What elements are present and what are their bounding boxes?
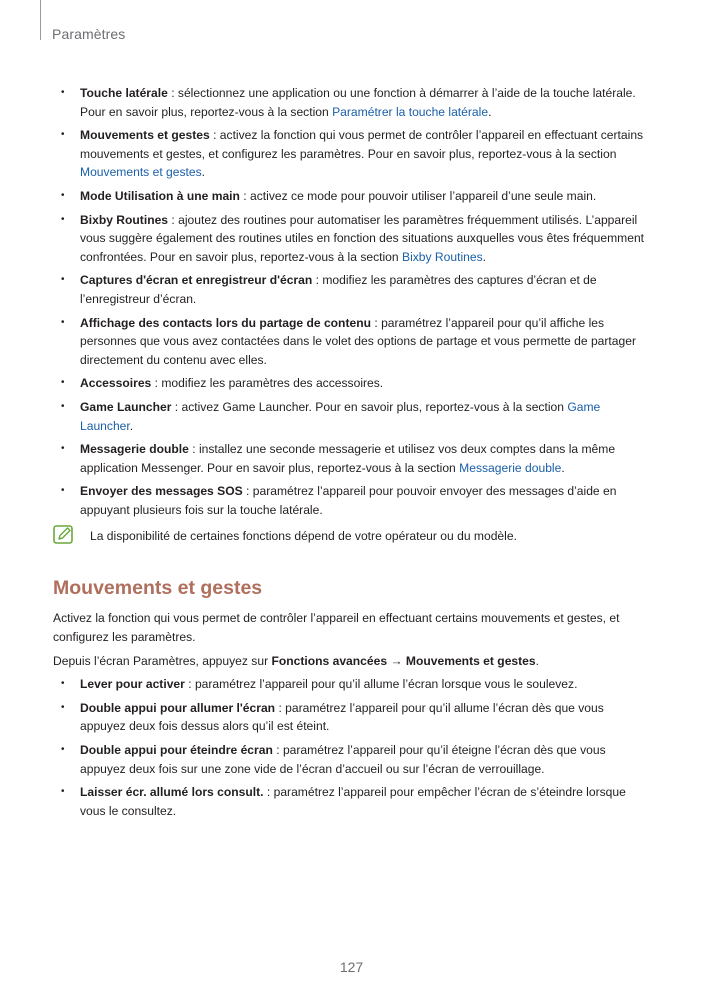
header-divider — [40, 0, 41, 40]
bullet-term: Bixby Routines — [80, 212, 169, 227]
bullet-text: : ajoutez des routines pour automatiser les paramètres fréquemment utilisés. L’appareil vous suggère également des routines utiles en fonction des situations auxquelles vous êtes fréquemment confrontées. Pour en savoir plus, reportez-vous à la section — [80, 212, 645, 264]
bullet-text: : modifiez les paramètres des captures d’écran et de l’enregistreur d’écran. — [80, 273, 597, 306]
bullet-term: Touche latérale — [80, 86, 168, 100]
link-bixby-routines[interactable]: Bixby Routines — [402, 249, 483, 264]
navigation-path — [53, 652, 648, 671]
bullet-text-end: . — [129, 418, 134, 433]
bullet-term: Double appui pour éteindre écran — [80, 743, 273, 758]
path-mouvements-et-gestes: Mouvements et gestes — [405, 653, 536, 668]
bullet-text: : sélectionnez une application ou une fonction à démarrer à l’aide de la touche latérale. Pour en savoir plus, reportez-vous à la section — [80, 86, 636, 119]
list-item-mode-une-main — [53, 187, 648, 206]
link-mouvements-et-gestes[interactable]: Mouvements et gestes — [80, 165, 202, 180]
bullet-text-end: . — [561, 460, 565, 475]
bullet-text-end: . — [488, 104, 492, 119]
bullet-term: Affichage des contacts lors du partage de contenu — [80, 315, 371, 330]
list-item-double-appui-eteindre — [53, 741, 648, 778]
section-intro: Activez la fonction qui vous permet de contrôler l’appareil en effectuant certains mouvements et gestes, et configurez les paramètres. — [53, 611, 620, 645]
bullet-text: : paramétrez l’appareil pour qu’il allume l’écran dès que vous appuyez deux fois dessus alors qu’il est éteint. — [80, 700, 604, 734]
bullet-term: Envoyer des messages SOS — [80, 484, 243, 499]
list-item-touche-laterale — [53, 84, 648, 121]
bullet-text: : paramétrez l’appareil pour pouvoir envoyer des messages d’aide en appuyant plusieurs fois sur la touche latérale. — [80, 484, 617, 517]
page-content — [53, 84, 648, 825]
bullet-term: Game Launcher — [80, 399, 172, 414]
bullet-term: Laisser écr. allumé lors consult. — [80, 785, 264, 800]
bullet-text: : paramétrez l’appareil pour qu’il éteigne l’écran dès que vous appuyez deux fois sur une zone vide de l’écran d’accueil ou sur l’écran de verrouillage. — [80, 743, 606, 776]
bullet-term: Lever pour activer — [80, 677, 185, 692]
bullet-term: Mouvements et gestes — [80, 128, 210, 143]
bullet-text: : paramétrez l’appareil pour qu’il affiche les personnes que vous avez contactées dans le volet des options de partage et vous permette de partager directement du contenu avec elles. — [80, 315, 636, 367]
list-item-game-launcher — [53, 398, 648, 435]
settings-bullet-list — [53, 84, 648, 519]
bullet-term: Accessoires — [80, 376, 152, 391]
section-heading: Mouvements et gestes — [53, 577, 263, 600]
list-item-messagerie-double — [53, 440, 648, 477]
path-text: Depuis l’écran Paramètres, appuyez sur — [53, 653, 272, 668]
path-fonctions-avancees: Fonctions avancées — [271, 653, 388, 668]
path-text-end: . — [535, 653, 539, 668]
list-item-captures-ecran — [53, 271, 648, 308]
list-item-messages-sos — [53, 482, 648, 519]
bullet-text: : modifiez les paramètres des accessoires. — [151, 376, 384, 391]
note-text: La disponibilité de certaines fonctions dépend de votre opérateur ou du modèle. — [90, 529, 517, 544]
link-messagerie-double[interactable]: Messagerie double — [459, 460, 562, 475]
list-item-lever-pour-activer — [53, 675, 648, 694]
bullet-text-end: . — [201, 165, 206, 180]
bullet-text: : activez Game Launcher. Pour en savoir plus, reportez-vous à la section — [171, 399, 568, 414]
list-item-bixby-routines — [53, 211, 648, 267]
bullet-text: : paramétrez l’appareil pour empêcher l’écran de s’éteindre lorsque vous le consultez. — [80, 785, 626, 818]
gestures-bullet-list — [53, 675, 648, 820]
availability-note — [53, 526, 648, 550]
bullet-term: Messagerie double — [80, 442, 189, 457]
page-number: 127 — [339, 959, 364, 975]
bullet-text: : activez ce mode pour pouvoir utiliser l’appareil d’une seule main. — [239, 188, 597, 203]
list-item-laisser-ecran-allume — [53, 783, 648, 820]
list-item-double-appui-allumer — [53, 699, 648, 736]
running-header-title: Paramètres — [52, 26, 126, 42]
list-item-affichage-contacts — [53, 314, 648, 370]
bullet-text-end: . — [482, 249, 487, 264]
bullet-text: : activez la fonction qui vous permet de contrôler l’appareil en effectuant certains mouvements et gestes, et configurez les paramètres. Pour en savoir plus, reportez-vous à la section — [80, 128, 644, 161]
bullet-text: : installez une seconde messagerie et utilisez vos deux comptes dans la même application Messenger. Pour en savoir plus, reportez-vous à la section — [80, 442, 616, 475]
list-item-accessoires — [53, 374, 648, 393]
bullet-term: Double appui pour allumer l'écran — [80, 700, 276, 715]
bullet-term: Captures d'écran et enregistreur d'écran — [80, 273, 313, 288]
list-item-mouvements-et-gestes — [53, 126, 648, 182]
link-game-launcher[interactable]: Game Launcher — [80, 399, 601, 433]
path-arrow: → — [387, 653, 406, 668]
bullet-text: : paramétrez l’appareil pour qu’il allume l’écran lorsque vous le soulevez. — [184, 677, 578, 692]
note-pencil-icon — [53, 525, 75, 545]
link-parametrer-touche-laterale[interactable]: Paramétrer la touche latérale — [332, 104, 489, 119]
bullet-term: Mode Utilisation à une main — [80, 188, 240, 203]
